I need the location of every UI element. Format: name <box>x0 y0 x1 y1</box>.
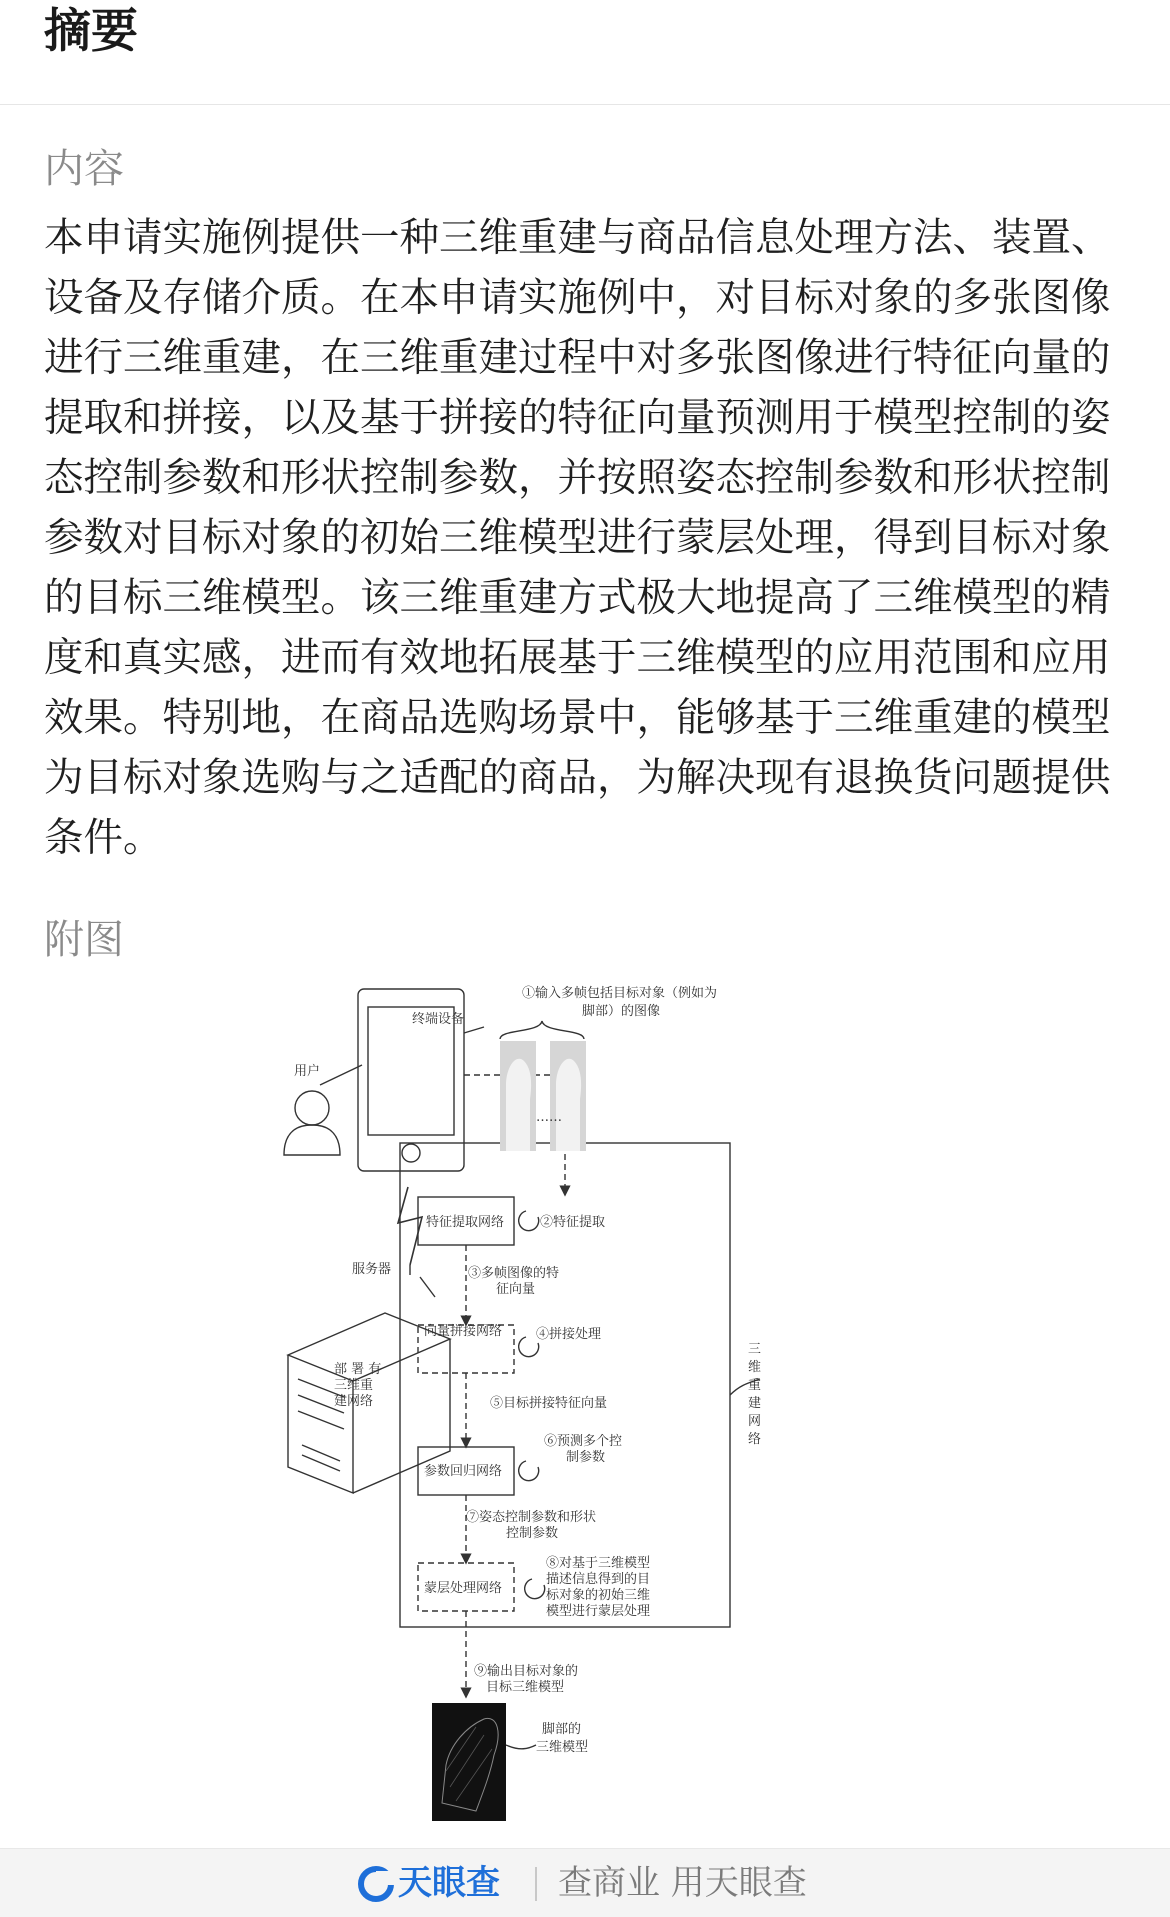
label-step3-line1: ③多帧图像的特 <box>468 1266 560 1281</box>
label-step8-line2: 描述信息得到的目 <box>546 1572 651 1587</box>
abstract-text: 本申请实施例提供一种三维重建与商品信息处理方法、装置、设备及存储介质。在本申请实施例中，对目标对象的多张图像进行三维重建，在三维重建过程中对多张图像进行特征向量的提取和拼接，以及基于拼接的特征向量预测用于模型控制的姿态控制参数和形状控制参数，并按照姿态控制参数和形状控制参数对目标对象的初始三维模型进行蒙层处理，得到目标对象的目标三维模型。该三维重建方式极大地提高了三维模型的精度和真实感，进而有效地拓展基于三维模型的应用范围和应用效果。特别地，在商品选购场景中，能够基于三维重建的模型为目标对象选购与之适配的商品，为解决现有退换货问题提供条件。 <box>44 215 1111 861</box>
label-box-concat: 向量拼接网络 <box>424 1324 503 1339</box>
label-network-2: 维 <box>748 1360 762 1375</box>
content-section-label: 内容 <box>44 146 124 192</box>
label-server-line2: 三维重 <box>334 1378 374 1393</box>
label-step8-line1: ⑧对基于三维模型 <box>546 1556 651 1571</box>
label-user: 用户 <box>294 1064 321 1079</box>
label-network-1: 三 <box>748 1342 762 1357</box>
label-network-5: 网 <box>748 1414 762 1429</box>
label-step1-line1: ①输入多帧包括目标对象（例如为 <box>522 986 718 1001</box>
page-header <box>0 0 1170 105</box>
watermark-footer <box>0 1848 1170 1917</box>
footer-divider <box>535 1867 537 1901</box>
label-step7-line2: 控制参数 <box>506 1526 559 1541</box>
label-foot-line1: 脚部的 <box>542 1722 582 1737</box>
label-step4: ④拼接处理 <box>536 1327 602 1342</box>
label-step9-line1: ⑨输出目标对象的 <box>474 1664 579 1679</box>
label-ellipsis: …… <box>536 1110 562 1125</box>
label-step6-line1: ⑥预测多个控 <box>544 1434 623 1449</box>
label-step9-line2: 目标三维模型 <box>486 1680 565 1695</box>
label-network-6: 络 <box>748 1432 762 1447</box>
label-network-3: 重 <box>748 1378 762 1393</box>
label-step8-line3: 标对象的初始三维 <box>546 1588 651 1603</box>
label-step1-line2: 脚部）的图像 <box>582 1004 661 1019</box>
brand-name: 天眼查 <box>398 1863 500 1903</box>
label-step2: ②特征提取 <box>540 1215 606 1230</box>
label-server-line1: 部 署 有 <box>334 1362 382 1377</box>
page-title: 摘要 <box>44 4 138 59</box>
label-step5: ⑤目标拼接特征向量 <box>490 1396 608 1411</box>
label-box-regress: 参数回归网络 <box>424 1464 503 1479</box>
patent-figure <box>270 975 910 1835</box>
user-icon <box>295 1091 329 1125</box>
brand-slogan: 查商业 用天眼查 <box>558 1863 807 1903</box>
label-server-line3: 建网络 <box>334 1394 374 1409</box>
label-foot-line2: 三维模型 <box>536 1740 589 1755</box>
diagram-svg <box>270 975 910 1835</box>
figure-section-label: 附图 <box>44 917 124 963</box>
label-terminal: 终端设备 <box>412 1012 465 1027</box>
label-step3-line2: 征向量 <box>496 1282 536 1297</box>
label-step6-line2: 制参数 <box>566 1450 606 1465</box>
foot-images <box>500 1041 586 1151</box>
label-step8-line4: 模型进行蒙层处理 <box>546 1604 651 1619</box>
label-box-skin: 蒙层处理网络 <box>424 1581 503 1596</box>
label-network-4: 建 <box>748 1396 762 1411</box>
label-box-feature: 特征提取网络 <box>426 1215 505 1230</box>
label-step7-line1: ⑦姿态控制参数和形状 <box>466 1510 597 1525</box>
foot-model-image <box>432 1703 506 1821</box>
label-server: 服务器 <box>352 1262 392 1277</box>
